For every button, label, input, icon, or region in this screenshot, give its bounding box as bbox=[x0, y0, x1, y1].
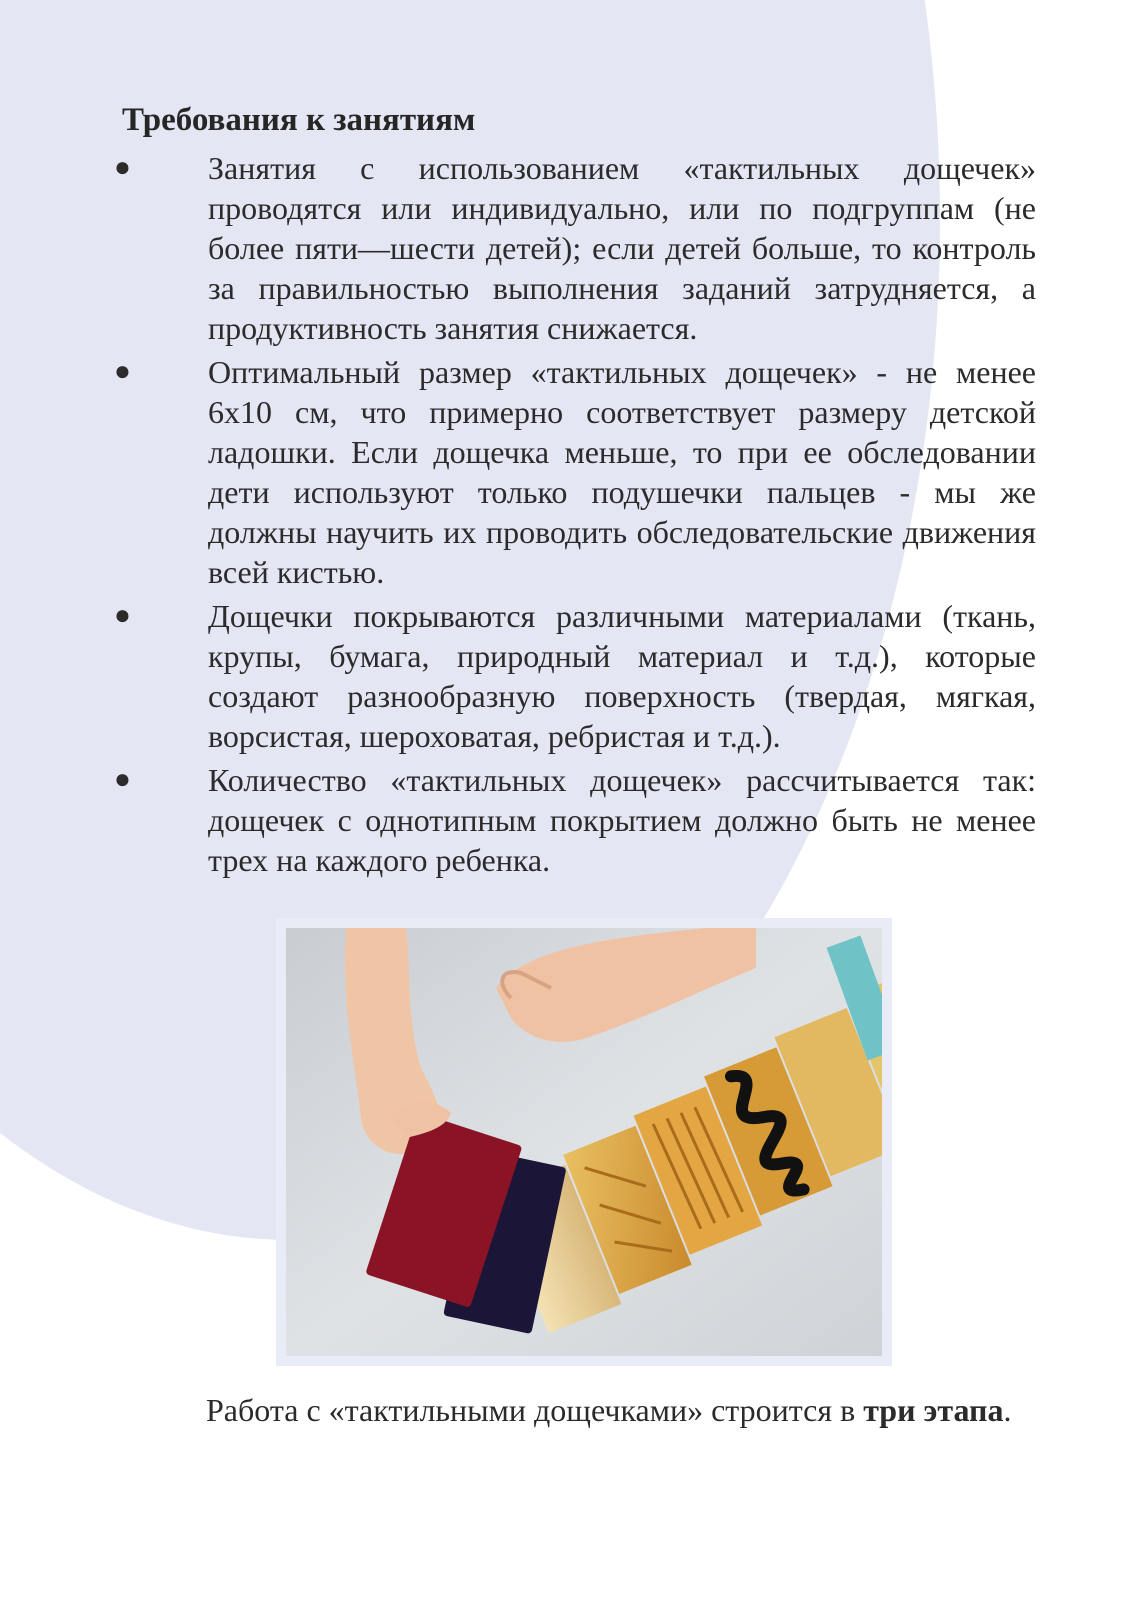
bullet-icon: ● bbox=[114, 356, 131, 387]
closing-space bbox=[916, 1392, 924, 1428]
list-item-text: Занятия с использованием «тактильных дощечек» проводятся или индивидуально, или по подгруппам (не более пяти—шести детей); если детей больше, то контроль за правильностью выполнения заданий затрудняется, а продуктивность занятия снижается. bbox=[208, 150, 1036, 346]
list-item-text: Дощечки покрываются различными материалами (ткань, крупы, бумага, природный материал и т.д.), которые создают разнообразную поверхность (твердая, мягкая, ворсистая, шероховатая, ребристая и т.д.). bbox=[208, 598, 1036, 754]
list-item bbox=[100, 596, 1036, 756]
photo-frame bbox=[276, 918, 892, 1366]
bullet-icon: ● bbox=[114, 152, 131, 183]
bullet-icon: ● bbox=[114, 600, 131, 631]
list-item bbox=[100, 760, 1036, 880]
list-item-text: Количество «тактильных дощечек» рассчитывается так: дощечек с однотипным покрытием должно быть не менее трех на каждого ребенка. bbox=[208, 762, 1036, 878]
closing-text: Работа с «тактильными дощечками» строится в bbox=[206, 1392, 864, 1428]
bullet-icon: ● bbox=[114, 764, 131, 795]
list-item bbox=[100, 148, 1036, 348]
requirements-list bbox=[100, 148, 1036, 884]
closing-period: . bbox=[1003, 1392, 1012, 1428]
list-item-text: Оптимальный размер «тактильных дощечек» - не менее 6х10 см, что примерно соответствует размеру детской ладошки. Если дощечка меньше, то при ее обследовании дети используют только подушечки пальцев - мы же должны научить их проводить обследовательские движения всей кистью. bbox=[208, 354, 1036, 590]
section-title: Требования к занятиям bbox=[122, 102, 476, 138]
closing-bold-stages: этапа bbox=[923, 1392, 1004, 1428]
closing-paragraph bbox=[98, 1390, 1036, 1430]
list-item bbox=[100, 352, 1036, 592]
closing-bold-three: три bbox=[863, 1392, 916, 1428]
tactile-boards-photo bbox=[286, 928, 882, 1356]
